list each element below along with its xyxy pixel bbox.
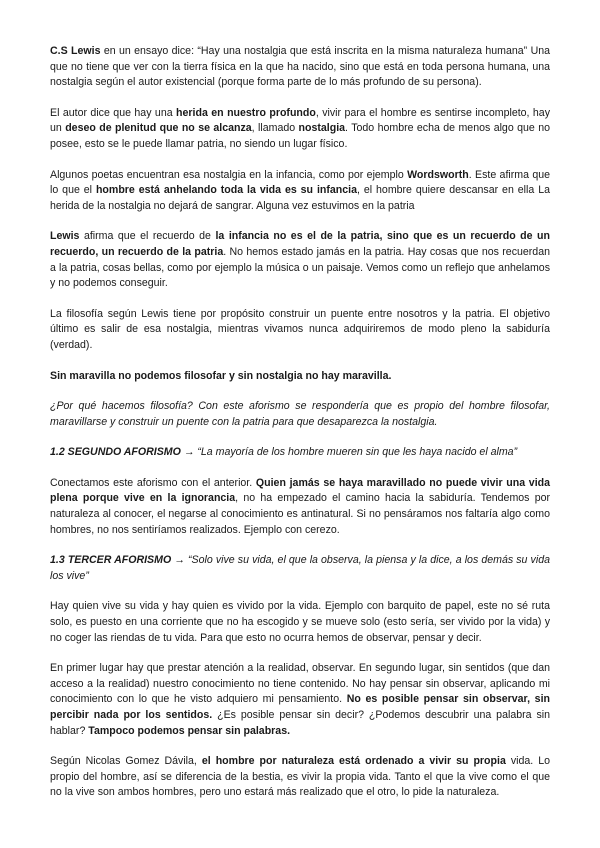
- paragraph: [50, 599, 550, 646]
- paragraph: [50, 106, 550, 153]
- bold-text: Sin maravilla no podemos filosofar y sin nostalgia no hay maravilla.: [50, 369, 392, 382]
- bold-text: herida en nuestro profundo: [176, 106, 316, 119]
- paragraph: [50, 44, 550, 91]
- text-run: , no ha empezado el camino hacia la sabiduría. Tendemos por naturaleza al conocer, el negarse al conocimiento es antinatural. Si no pensáramos nos faltaría algo como hombres, no nos sentiríamos realizados. Ejemplo con cerezo.: [50, 492, 551, 536]
- paragraph: [50, 476, 550, 538]
- bold-text: deseo de plenitud que no se alcanza: [65, 122, 252, 135]
- bold-text: el hombre por naturaleza está ordenado a vivir su propia: [201, 755, 506, 768]
- paragraph: [50, 307, 550, 354]
- text-run: “Solo vive su vida, el que la observa, la piensa y la dice, a los demás su vida los vive”: [50, 554, 550, 582]
- bold-text: nostalgia: [298, 122, 346, 135]
- text-run: . No hemos estado jamás en la patria. Hay cosas que nos recuerdan a la patria, cosas bellas, como por ejemplo la música o un paisaje. Vemos como un reflejo que anhelamos y no podemos conseguir.: [50, 245, 550, 290]
- paragraph: [50, 661, 550, 739]
- text-run: →: [180, 446, 198, 459]
- bold-text: la infancia no es el de la patria, sino que es un recuerdo de un recuerdo, un recuerdo de la patria: [50, 230, 550, 258]
- aphorism-heading: [50, 553, 550, 584]
- text-run: Algunos poetas encuentran esa nostalgia en la infancia, como por ejemplo: [50, 168, 408, 181]
- bold-text: 1.3 TERCER AFORISMO: [50, 554, 172, 567]
- text-run: El autor dice que hay una: [50, 106, 177, 119]
- bold-text: Quien jamás se haya maravillado no puede vivir una vida plena porque vive en la ignorancia: [50, 476, 550, 505]
- bold-text: Lewis: [50, 230, 80, 243]
- bold-text: No es posible pensar sin observar, sin percibir nada por los sentidos.: [50, 693, 550, 721]
- text-run: →: [171, 554, 188, 567]
- text-run: ¿Por qué hacemos filosofía? Con este aforismo se respondería que es propio del hombre filosofar, maravillarse y construir un puente con la patria para que desaparezca la nostalgia.: [50, 400, 550, 428]
- text-run: . Este afirma que lo que el: [50, 168, 550, 197]
- bold-text: Wordsworth: [407, 168, 469, 181]
- bold-text: C.S Lewis: [50, 45, 101, 57]
- text-run: Conectamos este aforismo con el anterior.: [50, 476, 256, 489]
- aphorism-heading: [50, 445, 550, 461]
- bold-text: 1.2 SEGUNDO AFORISMO: [50, 446, 181, 459]
- paragraph: [50, 168, 550, 215]
- text-run: . Todo hombre echa de menos algo que no posee, esto se le puede llamar patria, no siendo un lugar físico.: [50, 122, 550, 150]
- text-run: Hay quien vive su vida y hay quien es vivido por la vida. Ejemplo con barquito de papel, este no sé ruta solo, es puesto en una corriente que no ha escogido y se mueve solo (esto sería, ser vivido por la vida) y no coger las riendas de tu vida. Para que esto no ocurra hemos de observar, pensar y decir.: [50, 600, 550, 644]
- text-run: vida. Lo propio del hombre, así se diferencia de la bestia, es vivir la propia vida. Tanto el que la vive como el que no la vive son ambos hombres, pero uno estará más realizado que el otro, lo pide la naturaleza.: [50, 755, 550, 799]
- bold-text: Tampoco podemos pensar sin palabras.: [88, 724, 291, 737]
- text-run: La filosofía según Lewis tiene por propósito construir un puente entre nosotros y la patria. El objetivo último es salir de esa nostalgia, mientras vivamos nunca adquiriremos de modo pleno la sabiduría (verdad).: [50, 307, 550, 351]
- text-run: “La mayoría de los hombre mueren sin que les haya nacido el alma”: [197, 446, 518, 459]
- text-run: En primer lugar hay que prestar atención a la realidad, observar. En segundo lugar, sin sentidos (que dan acceso a la realidad) nuestro conocimiento no tiene contenido. No hay pensar sin observar, aplicando mi conocimiento con lo que he visto adquiero mi pensamiento.: [50, 662, 550, 706]
- text-run: afirma que el recuerdo de: [79, 230, 216, 243]
- text-run: ¿Es posible pensar sin decir? ¿Podemos descubrir una palabra sin hablar?: [50, 709, 550, 737]
- paragraph: [50, 369, 550, 385]
- text-run: en un ensayo dice: “Hay una nostalgia que está inscrita en la misma naturaleza humana” Una que no tiene que ver con la tierra física en la que ha nacido, sino que está en toda persona humana, una nostalgia según el autor existencial (porque forma parte de lo más profundo de su persona).: [50, 45, 550, 89]
- paragraph: [50, 399, 550, 430]
- text-run: Según Nicolas Gomez Dávila,: [50, 755, 202, 768]
- paragraph: [50, 754, 550, 801]
- text-run: , vivir para el hombre es sentirse incompleto, hay un: [50, 106, 551, 135]
- bold-text: hombre está anhelando toda la vida es su infancia: [95, 184, 357, 197]
- text-run: , el hombre quiere descansar en ella La herida de la nostalgia no dejará de sangrar. Alguna vez estuvimos en la patria: [50, 184, 550, 212]
- text-run: , llamado: [251, 122, 299, 135]
- paragraph: [50, 229, 550, 291]
